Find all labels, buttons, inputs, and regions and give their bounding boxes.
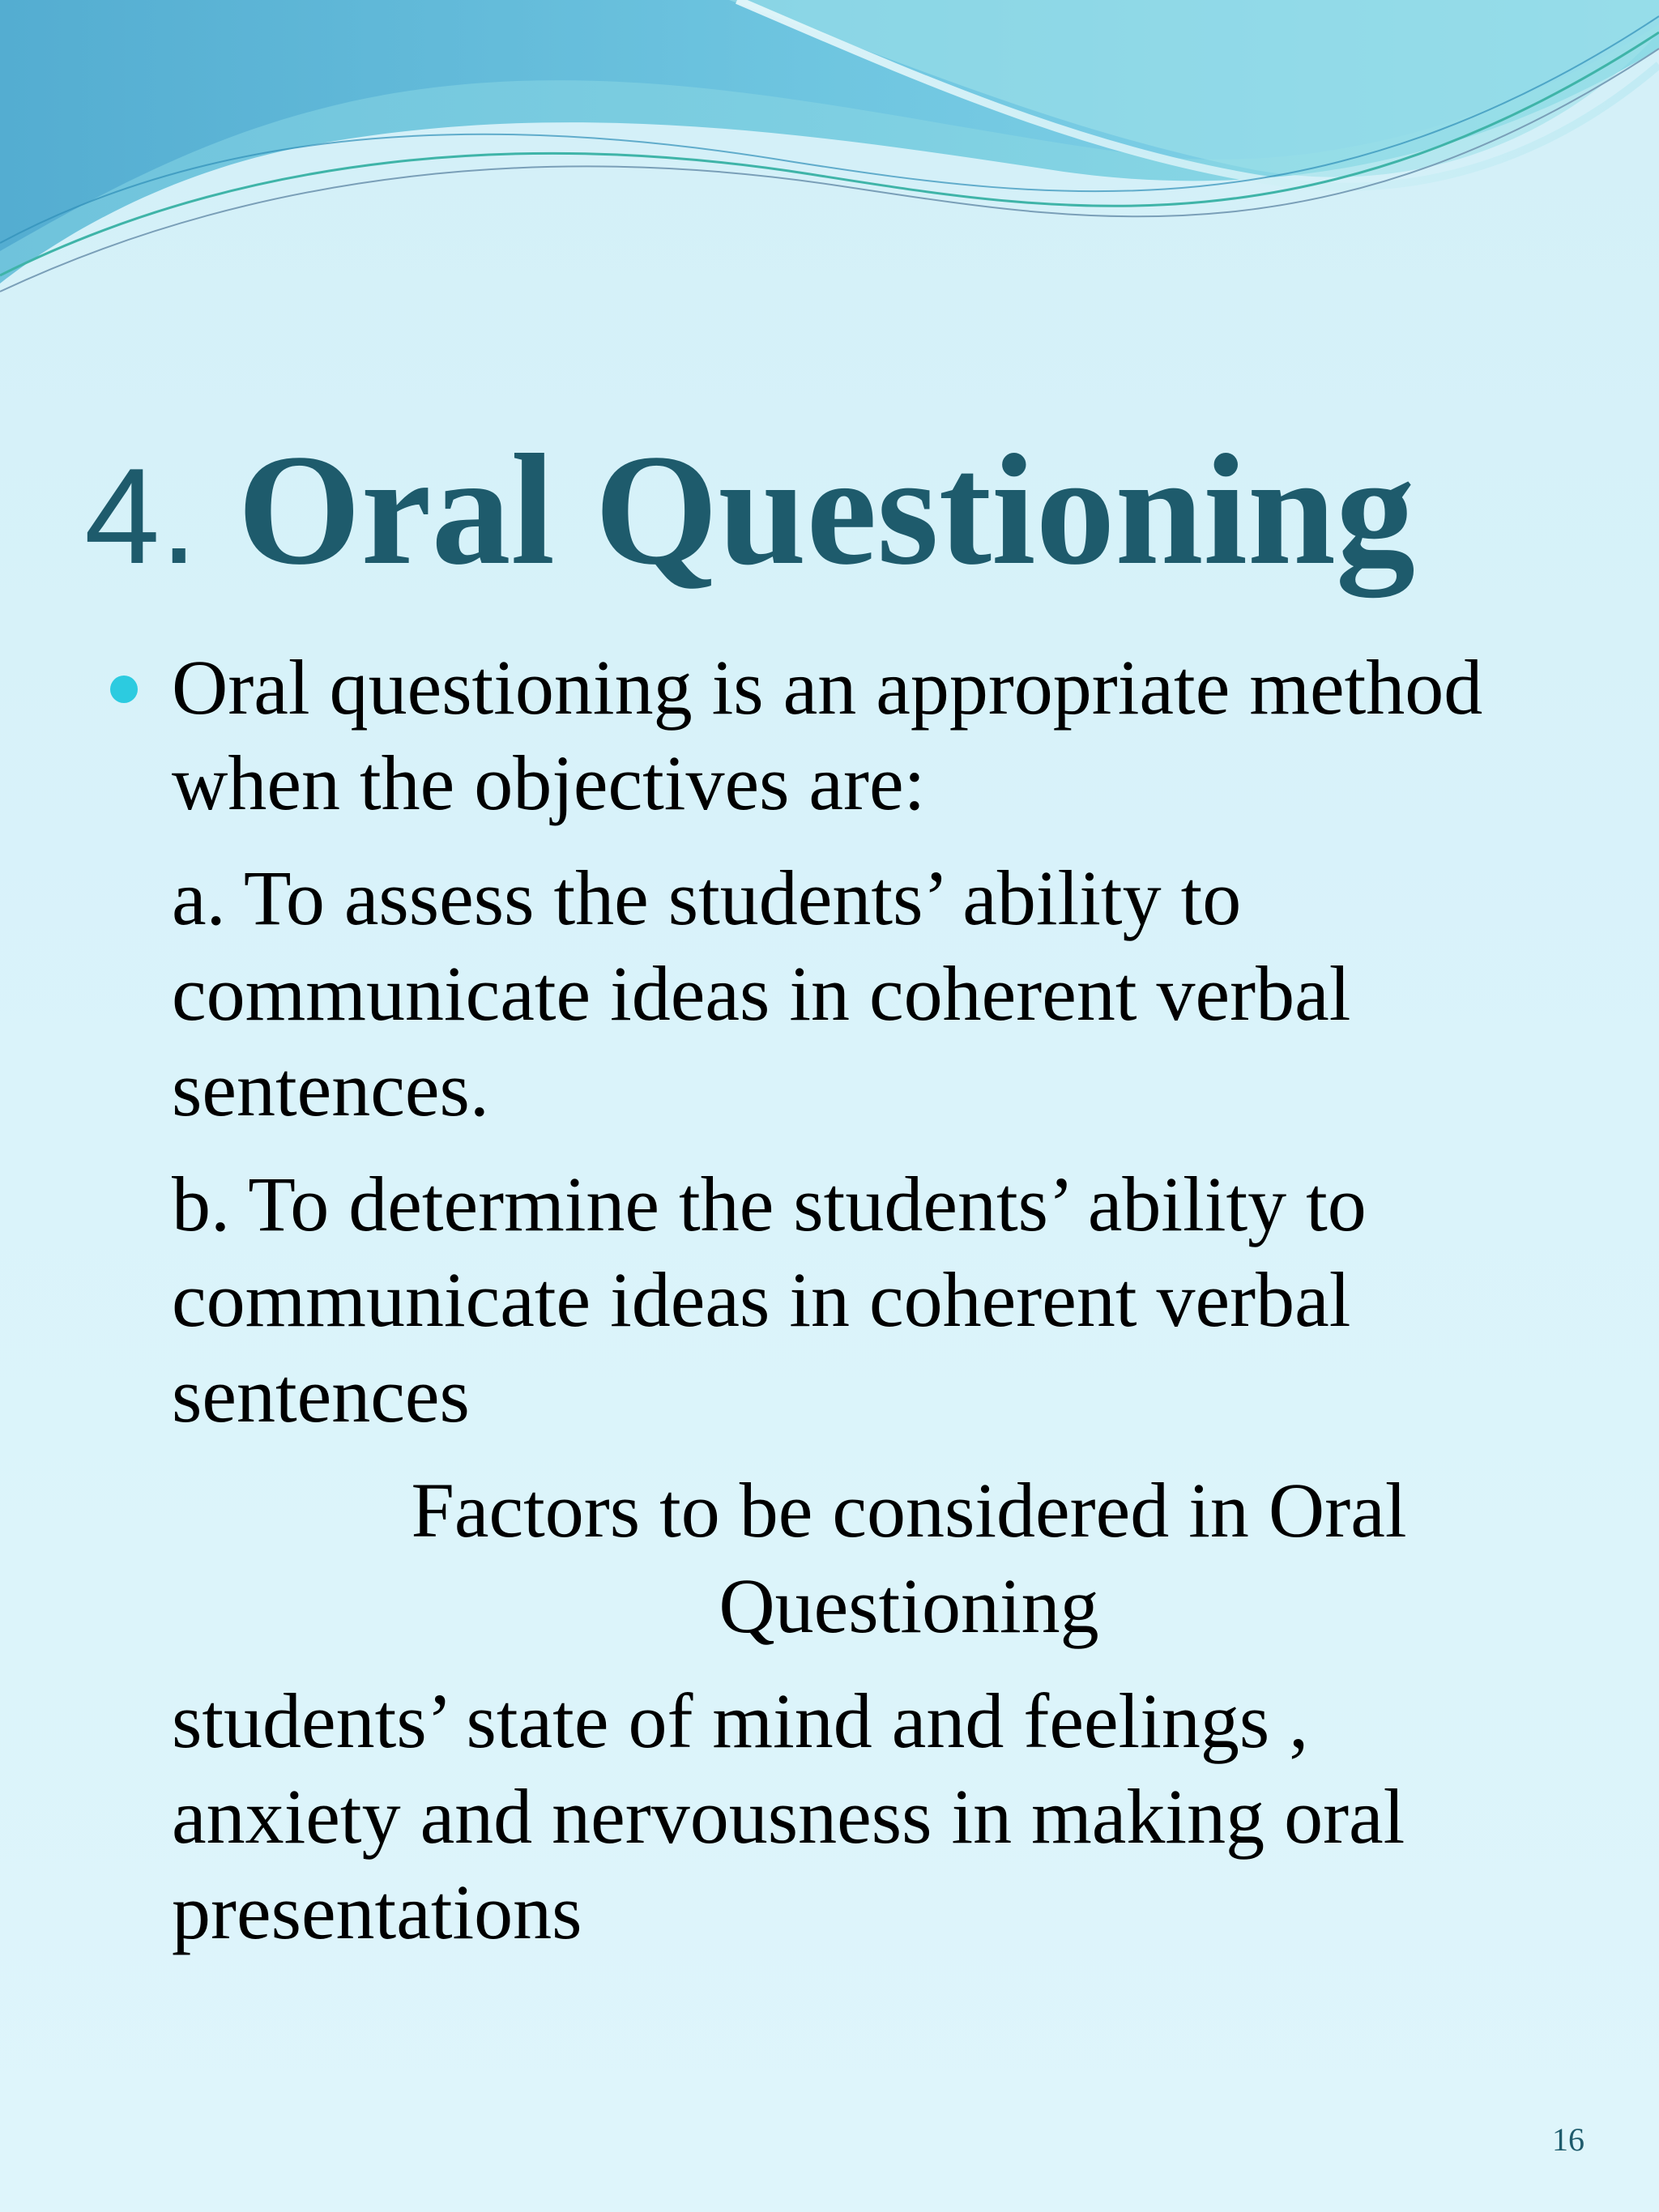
bullet-dot-icon [110, 676, 138, 703]
factors-heading: Factors to be considered in Oral Questioning [411, 1467, 1407, 1649]
bullet-text: Oral questioning is an appropriate method when the objectives are: [172, 644, 1483, 826]
item-b: b. To determine the students’ ability to communicate ideas in coherent verbal sentences [172, 1161, 1367, 1438]
page-number: 16 [1552, 2121, 1584, 2158]
item-a: a. To assess the students’ ability to communicate ideas in coherent verbal sentences. [172, 855, 1351, 1132]
slide-body [172, 640, 1549, 1960]
slide-title [84, 421, 1415, 605]
title-text: Oral Questioning [237, 422, 1415, 598]
title-number: 4. [84, 440, 198, 592]
factors-text: students’ state of mind and feelings , anxiety and nervousness in making oral presentations [172, 1677, 1405, 1955]
decorative-wave [0, 0, 1659, 340]
